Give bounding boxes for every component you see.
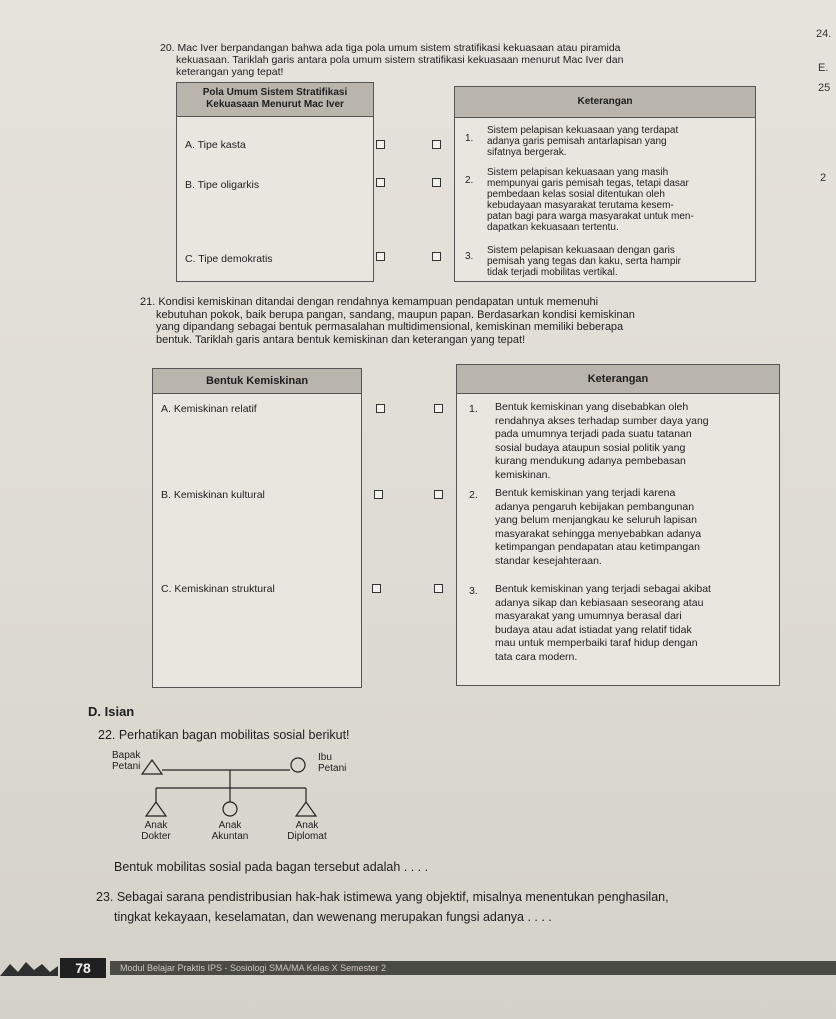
father-label: Bapak Petani <box>112 750 141 772</box>
q20-checkbox-a[interactable] <box>376 140 385 149</box>
q21-checkbox-b[interactable] <box>374 490 383 499</box>
margin-number-24: 24. <box>816 28 832 40</box>
child3-triangle-icon <box>296 802 316 816</box>
q20-item-c: C. Tipe demokratis <box>185 253 273 265</box>
footer-decoration <box>0 962 58 976</box>
q21-item-a: A. Kemiskinan relatif <box>161 403 257 415</box>
child1-triangle-icon <box>146 802 166 816</box>
page-number: 78 <box>60 958 106 978</box>
child1-label: Anak Dokter <box>141 820 171 842</box>
q21-text: 21. Kondisi kemiskinan ditandai dengan rendahnya kemampuan pendapatan untuk memenuhi kebutuhan pokok, baik berupa pangan, sandang, maupun papan. Berdasarkan kondisi kemiskinan yang dipandang sebagai bentuk permasalahan multidimensional, kemiskinan memiliki beberapa bentuk. Tariklah garis antara bentuk kemiskinan dan keterangan yang tepat! <box>140 296 635 346</box>
q20-line-2: kekuasaan. Tariklah garis antara pola umum sistem stratifikasi kekuasaan menurut Mac Iver dan <box>176 54 624 66</box>
q20-left-header-line-2: Kekuasaan Menurut Mac Iver <box>206 99 344 110</box>
q20-line-3: keterangan yang tepat! <box>176 66 284 78</box>
q23-line-2: tingkat kekayaan, keselamatan, dan wewenang merupakan fungsi adanya . . . . <box>114 910 552 924</box>
q20-line-1: 20. Mac Iver berpandangan bahwa ada tiga pola umum sistem stratifikasi kekuasaan atau piramida <box>160 42 621 54</box>
q21-item-c: C. Kemiskinan struktural <box>161 583 275 595</box>
footer-book-title: Modul Belajar Praktis IPS - Sosiologi SMA/MA Kelas X Semester 2 <box>120 963 387 973</box>
q20-desc-2: Sistem pelapisan kekuasaan yang masih mempunyai garis pemisah tegas, tetapi dasar pembedaan kelas sosial ditentukan oleh kebudayaan masyarakat terutama kesem- patan bagi para warga masyarakat untuk men- dapatkan kekuasaan tertentu. <box>487 167 694 233</box>
q20-left-header <box>177 83 373 117</box>
q20-checkbox-1[interactable] <box>432 140 441 149</box>
q21-desc-3-number: 3. <box>469 585 478 597</box>
q20-desc-1: Sistem pelapisan kekuasaan yang terdapat adanya garis pemisah antarlapisan yang sifatnya bergerak. <box>487 125 679 158</box>
q21-item-b: B. Kemiskinan kultural <box>161 489 265 501</box>
section-d-heading: D. Isian <box>88 704 135 719</box>
q21-desc-1-number: 1. <box>469 403 478 415</box>
q22-question: Bentuk mobilitas sosial pada bagan tersebut adalah . . . . <box>114 860 429 874</box>
q20-checkbox-c[interactable] <box>376 252 385 261</box>
q20-right-header: Keterangan <box>455 87 755 118</box>
q21-desc-2: Bentuk kemiskinan yang terjadi karena adanya pengaruh kebijakan pembangunan yang belum menjangkau ke seluruh lapisan masyarakat sehingga menyebabkan adanya ketimpangan pendapatan atau ketimpangan standar kesejahteraan. <box>495 487 702 567</box>
mother-label: Ibu Petani <box>318 752 347 774</box>
q20-right-table <box>454 86 756 282</box>
q21-desc-2-number: 2. <box>469 489 478 501</box>
margin-number-2: 2 <box>820 172 827 184</box>
q21-checkbox-2[interactable] <box>434 490 443 499</box>
margin-number-25: 25 <box>818 82 831 94</box>
q21-left-table <box>152 368 362 688</box>
q21-desc-1: Bentuk kemiskinan yang disebabkan oleh rendahnya akses terhadap sumber daya yang pada umumnya terjadi pada suatu tatanan sosial budaya ataupun sosial politik yang kurang mendukung adanya pembebasan kemiskinan. <box>495 401 709 481</box>
margin-letter-e: E. <box>818 62 829 74</box>
page-footer <box>0 958 836 980</box>
mobility-chart <box>110 748 350 858</box>
child2-circle-icon <box>223 802 237 816</box>
q23-line-1: 23. Sebagai sarana pendistribusian hak-hak istimewa yang objektif, misalnya menentukan penghasilan, <box>96 890 669 904</box>
q20-desc-3: Sistem pelapisan kekuasaan dengan garis pemisah yang tegas dan kaku, serta hampir tidak terjadi mobilitas vertikal. <box>487 245 681 278</box>
mother-circle-icon <box>291 758 305 772</box>
q22-intro: 22. Perhatikan bagan mobilitas sosial berikut! <box>98 728 350 742</box>
q21-checkbox-c[interactable] <box>372 584 381 593</box>
q21-right-header: Keterangan <box>457 365 779 394</box>
q20-desc-1-number: 1. <box>465 133 474 144</box>
q20-desc-2-number: 2. <box>465 175 474 186</box>
q20-item-a: A. Tipe kasta <box>185 139 246 151</box>
father-triangle-icon <box>142 760 162 774</box>
q21-checkbox-a[interactable] <box>376 404 385 413</box>
child3-label: Anak Diplomat <box>287 820 327 842</box>
child2-label: Anak Akuntan <box>211 820 249 842</box>
q20-left-table <box>176 82 374 282</box>
q20-left-header-line-1: Pola Umum Sistem Stratifikasi <box>202 87 348 98</box>
q20-checkbox-b[interactable] <box>376 178 385 187</box>
q21-left-header: Bentuk Kemiskinan <box>153 369 361 394</box>
q21-checkbox-3[interactable] <box>434 584 443 593</box>
q21-desc-3: Bentuk kemiskinan yang terjadi sebagai akibat adanya sikap dan kebiasaan seseorang atau masyarakat yang umumnya berasal dari budaya atau adat istiadat yang relatif tidak mau untuk memperbaiki taraf hidup dengan tata cara modern. <box>495 583 711 663</box>
q20-desc-3-number: 3. <box>465 251 474 262</box>
q21-checkbox-1[interactable] <box>434 404 443 413</box>
q21-right-table <box>456 364 780 686</box>
q20-checkbox-2[interactable] <box>432 178 441 187</box>
q20-item-b: B. Tipe oligarkis <box>185 179 260 191</box>
q20-checkbox-3[interactable] <box>432 252 441 261</box>
